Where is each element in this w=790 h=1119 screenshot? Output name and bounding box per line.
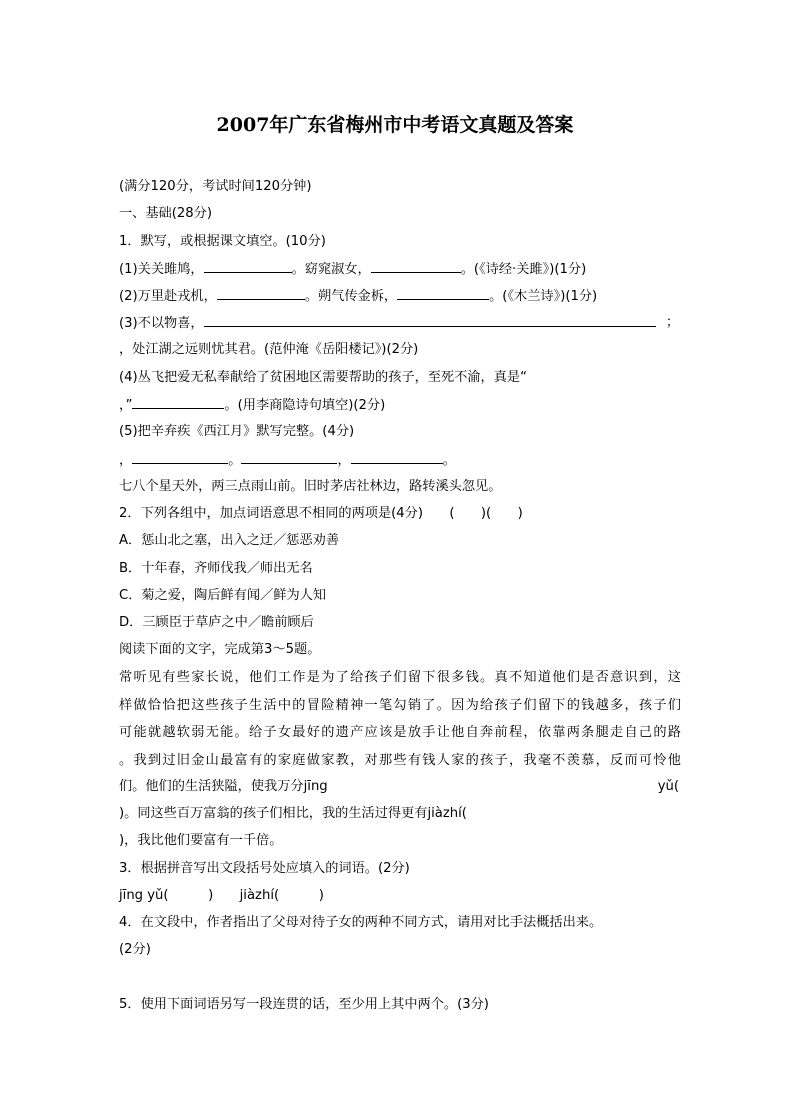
item-3-text-a: (3)不以物喜， [119,316,204,331]
question-4-stem: 4．在文段中，作者指出了父母对待子女的两种不同方式，请用对比手法概括出来。 [119,915,603,930]
question-2-option-b: B．十年春，齐师伐我／师出无名 [119,561,313,576]
item-4-text-b: ，” [119,398,133,413]
question-1-item-1 [119,260,679,279]
item-4-text-c: 。(用李商隐诗句填空)(2分) [224,398,386,413]
passage-line: 可能就越软弱无能。给子女最好的遗产应该是放手让他自奔前程，依靠两条腿走自己的路 [119,725,681,741]
passage-line: 常听见有些家长说，他们工作是为了给孩子们留下很多钱。真不知道他们是否意识到，这 [119,670,681,685]
item-1-text-c: 。(《诗经·关雎》)(1分) [460,262,587,277]
question-1-item-4: (4)丛飞把爱无私奉献给了贫困地区需要帮助的孩子，至死不渝，真是“ [119,370,527,385]
answer-blank[interactable] [397,287,489,300]
question-1-stem: 1．默写，或根据课文填空。(10分) [119,234,326,249]
question-5-stem: 5．使用下面词语另写一段连贯的话，至少用上其中两个。(3分) [119,997,489,1012]
passage-line: )。同这些百万富翁的孩子们相比，我的生活过得更有jiàzhí( [119,806,467,821]
answer-blank[interactable] [241,451,337,464]
passage-line: 样做恰恰把这些孩子生活中的冒险精神一笔勾销了。因为给孩子们留下的钱越多，孩子们 [119,697,681,713]
section-heading-basics: 一、基础(28分) [119,206,213,221]
exam-meta: (满分120分，考试时间120分钟) [119,179,312,194]
answer-blank[interactable] [204,314,656,327]
answer-blank[interactable] [217,287,305,300]
passage-line-split [119,778,679,796]
question-4-score: (2分) [119,942,151,957]
question-1-item-5-blanks [119,451,679,470]
question-3-stem: 3．根据拼音写出文段括号处应填入的词语。(2分) [119,861,410,876]
passage-text-right: yǔ( [657,779,679,794]
answer-blank[interactable] [132,396,224,409]
question-1-item-3 [119,314,679,333]
question-2-stem: 2．下列各组中，加点词语意思不相同的两项是(4分) ( )( ) [119,506,523,521]
passage-line: 。我到过旧金山最富有的家庭做家教，对那些有钱人家的孩子，我毫不羡慕，反而可怜他 [119,752,681,768]
item-3-text-b: ； [665,315,679,330]
passage-text-left: 们。他们的生活狭隘，使我万分jīng [119,779,328,794]
answer-blank[interactable] [351,451,443,464]
question-1-item-5: (5)把辛弃疾《西江月》默写完整。(4分) [119,424,355,439]
question-1-item-5-given: 七八个星天外，两三点雨山前。旧时茅店社林边，路转溪头忽见。 [119,479,502,494]
reading-intro: 阅读下面的文字，完成第3～5题。 [119,642,321,657]
question-1-item-2 [119,287,679,306]
item-2-text-b: 。朔气传金柝， [304,289,398,304]
question-3-answer-line: jīng yǔ( ) jiàzhí( ) [119,888,324,903]
item-2-text-a: (2)万里赴戎机， [119,289,217,304]
question-2-option-c: C．菊之爱，陶后鲜有闻／鲜为人知 [119,588,327,603]
item-1-text-b: 。窈窕淑女， [291,262,371,277]
question-1-item-4-cont [119,396,679,415]
answer-blank[interactable] [204,260,292,273]
answer-blank[interactable] [371,260,461,273]
item-5-text-e: 。 [442,453,456,468]
reading-passage [119,664,681,774]
question-1-item-3-cont: ，处江湖之远则忧其君。(范仲淹《岳阳楼记》)(2分) [119,342,419,357]
item-5-text-b: ， [119,453,133,468]
answer-blank[interactable] [132,451,228,464]
item-5-text-d: ， [337,453,351,468]
page-title: 2007年广东省梅州市中考语文真题及答案 [216,114,574,136]
question-2-option-a: A．惩山北之塞，出入之迂／惩恶劝善 [119,533,340,548]
question-2-option-d: D．三顾臣于草庐之中／瞻前顾后 [119,615,314,630]
item-1-text-a: (1)关关雎鸠， [119,262,204,277]
item-5-text-c: 。 [228,453,242,468]
item-2-text-c: 。(《木兰诗》)(1分) [489,289,598,304]
passage-line: )，我比他们要富有一千倍。 [119,833,283,848]
